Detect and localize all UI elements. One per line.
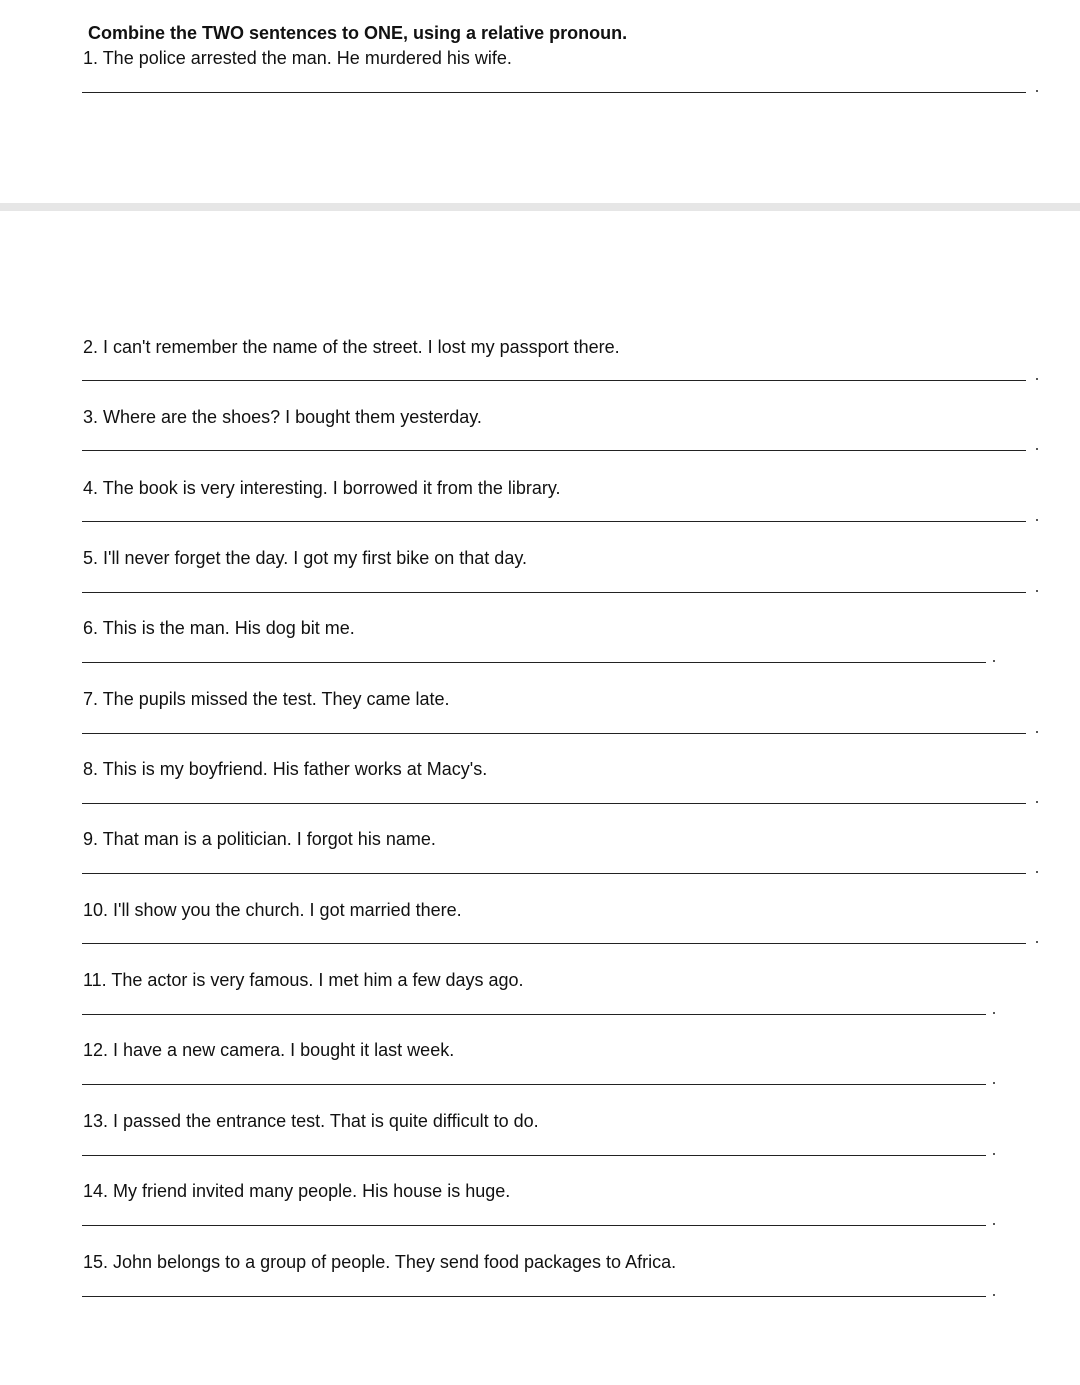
worksheet-title: Combine the TWO sentences to ONE, using a relative pronoun.: [88, 23, 628, 43]
answer-line-14[interactable]: [82, 1225, 986, 1226]
answer-line-6[interactable]: [82, 662, 986, 663]
answer-period-5: [1036, 590, 1038, 592]
answer-line-11[interactable]: [82, 1014, 986, 1015]
answer-line-13[interactable]: [82, 1155, 986, 1156]
answer-period-3: [1036, 448, 1038, 450]
answer-line-12[interactable]: [82, 1084, 986, 1085]
question-4: 4. The book is very interesting. I borrowed it from the library.: [83, 478, 561, 498]
answer-period-8: [1036, 801, 1038, 803]
answer-line-4[interactable]: [82, 521, 1026, 522]
question-1: 1. The police arrested the man. He murdered his wife.: [83, 48, 512, 68]
question-11: 11. The actor is very famous. I met him a few days ago.: [83, 970, 524, 990]
answer-line-5[interactable]: [82, 592, 1026, 593]
question-13: 13. I passed the entrance test. That is quite difficult to do.: [83, 1111, 539, 1131]
answer-period-12: [993, 1082, 995, 1084]
question-7: 7. The pupils missed the test. They came late.: [83, 689, 450, 709]
question-12: 12. I have a new camera. I bought it last week.: [83, 1040, 455, 1060]
question-6: 6. This is the man. His dog bit me.: [83, 618, 355, 638]
answer-period-10: [1036, 941, 1038, 943]
answer-line-1[interactable]: [82, 92, 1026, 93]
answer-line-7[interactable]: [82, 733, 1026, 734]
answer-period-1: [1036, 90, 1038, 92]
answer-period-14: [993, 1223, 995, 1225]
answer-line-10[interactable]: [82, 943, 1026, 944]
answer-period-9: [1036, 871, 1038, 873]
answer-line-8[interactable]: [82, 803, 1026, 804]
question-2: 2. I can't remember the name of the street. I lost my passport there.: [83, 337, 620, 357]
question-9: 9. That man is a politician. I forgot his name.: [83, 829, 436, 849]
question-8: 8. This is my boyfriend. His father works at Macy's.: [83, 759, 488, 779]
answer-period-2: [1036, 378, 1038, 380]
answer-period-15: [993, 1294, 995, 1296]
answer-period-6: [993, 660, 995, 662]
answer-line-2[interactable]: [82, 380, 1026, 381]
answer-line-9[interactable]: [82, 873, 1026, 874]
answer-period-13: [993, 1153, 995, 1155]
answer-period-7: [1036, 731, 1038, 733]
answer-period-11: [993, 1012, 995, 1014]
answer-period-4: [1036, 519, 1038, 521]
answer-line-3[interactable]: [82, 450, 1026, 451]
question-3: 3. Where are the shoes? I bought them yesterday.: [83, 407, 482, 427]
question-14: 14. My friend invited many people. His house is huge.: [83, 1181, 511, 1201]
question-5: 5. I'll never forget the day. I got my first bike on that day.: [83, 548, 527, 568]
question-15: 15. John belongs to a group of people. They send food packages to Africa.: [83, 1252, 677, 1272]
page-divider: [0, 203, 1080, 211]
question-10: 10. I'll show you the church. I got married there.: [83, 900, 462, 920]
answer-line-15[interactable]: [82, 1296, 986, 1297]
